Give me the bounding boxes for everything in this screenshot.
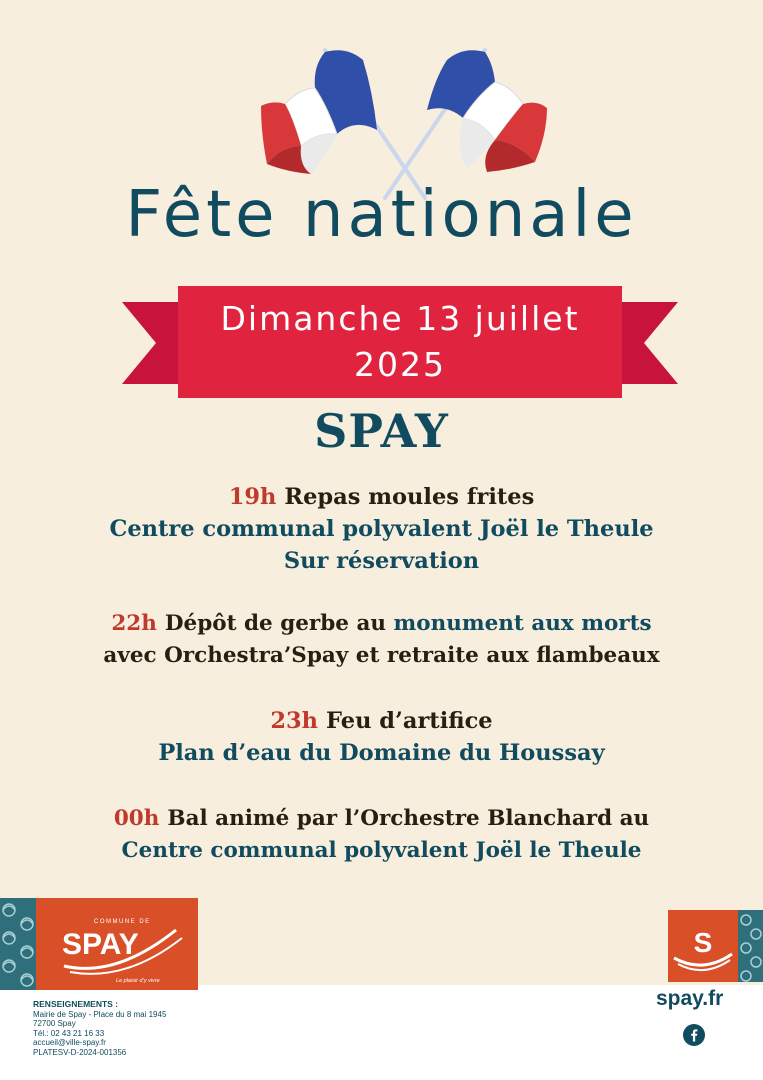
commune-logo bbox=[36, 898, 198, 990]
info-phone: Tél.: 02 43 21 16 33 bbox=[33, 1028, 105, 1038]
date-line-2: 2025 bbox=[354, 345, 446, 384]
event-location: Plan d’eau du Domaine du Houssay bbox=[158, 740, 605, 766]
event-title: Dépôt de gerbe au bbox=[164, 611, 387, 636]
event-title: Repas moules frites bbox=[284, 484, 535, 510]
event-time: 19h bbox=[228, 484, 277, 510]
town-name: SPAY bbox=[314, 404, 449, 458]
website-link[interactable]: spay.fr bbox=[656, 987, 724, 1010]
logo-commune-text: COMMUNE DE bbox=[94, 919, 151, 925]
event-23h bbox=[0, 705, 763, 769]
event-time: 00h bbox=[113, 806, 160, 831]
s-logo-icon bbox=[668, 910, 738, 982]
event-title: Feu d’artifice bbox=[326, 708, 493, 734]
info-city: 72700 Spay bbox=[33, 1019, 76, 1028]
event-location: monument aux morts bbox=[393, 611, 652, 636]
event-00h bbox=[0, 803, 763, 867]
decorative-pattern-left bbox=[0, 898, 36, 990]
event-time: 22h bbox=[111, 611, 157, 636]
event-location: Centre communal polyvalent Joël le Theule bbox=[109, 516, 654, 542]
facebook-icon[interactable] bbox=[683, 1024, 705, 1046]
contact-info bbox=[33, 1000, 166, 1057]
info-license: PLATESV-D-2024-001356 bbox=[33, 1047, 127, 1057]
s-logo bbox=[668, 910, 738, 982]
event-22h bbox=[0, 608, 763, 672]
info-heading: RENSEIGNEMENTS : bbox=[33, 999, 119, 1009]
page-title: Fête nationale bbox=[125, 178, 638, 252]
info-address: Mairie de Spay - Place du 8 mai 1945 bbox=[33, 1009, 167, 1019]
event-time: 23h bbox=[270, 708, 319, 734]
event-note: Sur réservation bbox=[283, 548, 480, 574]
s-logo-letter: S bbox=[693, 927, 713, 958]
logo-tagline: Le plaisir d’y vivre bbox=[116, 978, 160, 984]
decorative-pattern-right bbox=[738, 910, 763, 982]
event-location: Centre communal polyvalent Joël le Theule bbox=[121, 838, 642, 863]
left-flag bbox=[261, 50, 377, 174]
event-detail: avec Orchestra’Spay et retraite aux flambeaux bbox=[103, 643, 660, 668]
info-email[interactable]: accueil@ville-spay.fr bbox=[33, 1038, 106, 1047]
event-19h bbox=[0, 481, 763, 577]
date-text bbox=[178, 296, 622, 388]
event-title: Bal animé par l’Orchestre Blanchard au bbox=[167, 806, 650, 831]
date-line-1: Dimanche 13 juillet bbox=[220, 299, 580, 338]
spay-logo-icon bbox=[36, 898, 198, 990]
logo-name-text: SPAY bbox=[62, 928, 139, 961]
